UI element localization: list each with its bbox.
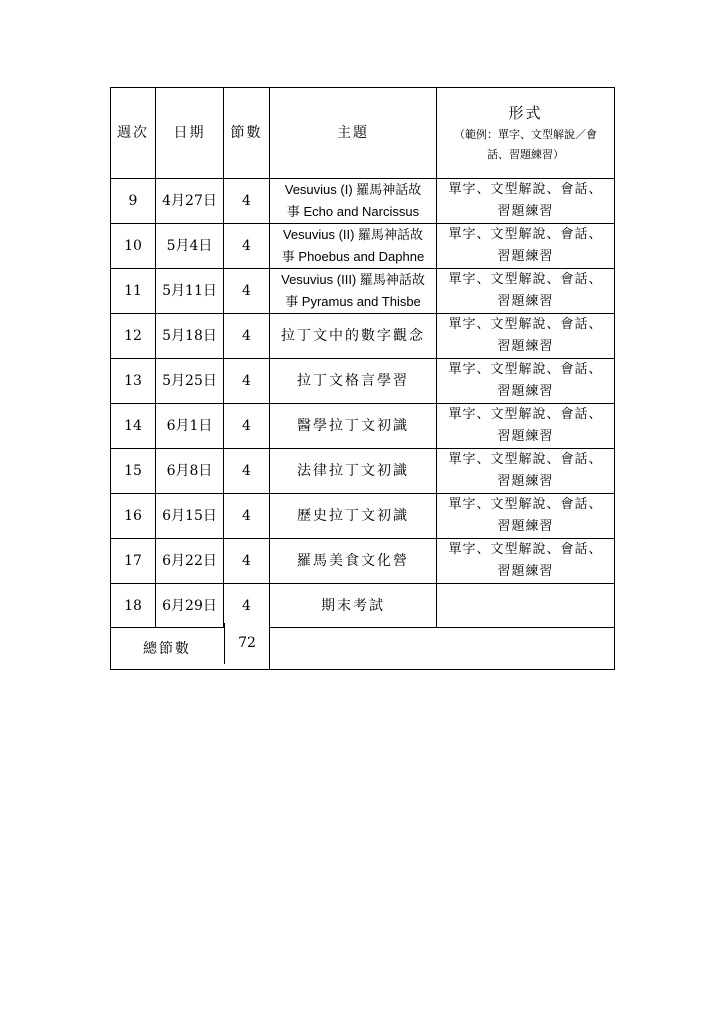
form-line-1: 單字、文型解說、會話、 <box>448 542 603 557</box>
form-cell <box>437 359 615 404</box>
table-row <box>111 224 615 269</box>
date-cell: 6月29日 <box>156 584 224 628</box>
topic-line-1: Vesuvius (I) 羅馬神話故 <box>284 182 422 197</box>
form-cell <box>437 269 615 314</box>
date-cell: 4月27日 <box>156 179 224 224</box>
header-sessions: 節數 <box>224 88 270 179</box>
week-cell: 12 <box>111 314 156 359</box>
total-label: 總節數 <box>143 640 191 657</box>
topic-cell: 拉丁文中的數字觀念 <box>270 314 437 359</box>
week-cell: 16 <box>111 494 156 539</box>
form-line-1: 單字、文型解說、會話、 <box>448 407 603 422</box>
form-line-2: 習題練習 <box>497 204 554 219</box>
header-form-note-1: （範例：單字、文型解說／會 <box>454 127 597 141</box>
date-cell: 5月11日 <box>156 269 224 314</box>
total-row <box>111 628 615 670</box>
form-line-2: 習題練習 <box>497 249 554 264</box>
sessions-cell: 4 <box>224 404 270 449</box>
form-line-2: 習題練習 <box>497 294 554 309</box>
form-line-1: 單字、文型解說、會話、 <box>448 317 603 332</box>
topic-cell: 期末考試 <box>270 584 437 628</box>
week-cell: 17 <box>111 539 156 584</box>
total-value: 72 <box>224 623 270 664</box>
header-form-title: 形式 <box>508 103 543 122</box>
topic-line-2: 事 Echo and Narcissus <box>286 204 420 219</box>
form-cell <box>437 449 615 494</box>
topic-cell: 羅馬美食文化營 <box>270 539 437 584</box>
topic-line-1: Vesuvius (II) 羅馬神話故 <box>282 227 424 242</box>
date-cell: 5月25日 <box>156 359 224 404</box>
form-cell <box>437 314 615 359</box>
form-cell <box>437 404 615 449</box>
form-line-1: 單字、文型解說、會話、 <box>448 497 603 512</box>
week-cell: 15 <box>111 449 156 494</box>
topic-cell <box>270 224 437 269</box>
sessions-cell: 4 <box>224 584 270 628</box>
sessions-cell: 4 <box>224 359 270 404</box>
week-cell: 13 <box>111 359 156 404</box>
table-row <box>111 494 615 539</box>
form-cell <box>437 179 615 224</box>
topic-cell: 法律拉丁文初識 <box>270 449 437 494</box>
header-topic: 主題 <box>270 88 437 179</box>
topic-cell <box>270 269 437 314</box>
schedule-table <box>110 87 615 670</box>
topic-line-1: Vesuvius (III) 羅馬神話故 <box>281 272 425 287</box>
topic-cell: 拉丁文格言學習 <box>270 359 437 404</box>
form-line-1: 單字、文型解說、會話、 <box>448 227 603 242</box>
table-row <box>111 359 615 404</box>
form-line-1: 單字、文型解說、會話、 <box>448 362 603 377</box>
form-cell <box>437 539 615 584</box>
date-cell: 5月18日 <box>156 314 224 359</box>
week-cell: 14 <box>111 404 156 449</box>
table-row <box>111 179 615 224</box>
header-form-note-2: 話、習題練習） <box>487 147 564 161</box>
form-line-2: 習題練習 <box>497 429 554 444</box>
date-cell: 6月8日 <box>156 449 224 494</box>
header-date: 日期 <box>156 88 224 179</box>
sessions-cell: 4 <box>224 224 270 269</box>
sessions-cell: 4 <box>224 539 270 584</box>
date-cell: 6月15日 <box>156 494 224 539</box>
sessions-cell: 4 <box>224 314 270 359</box>
form-line-2: 習題練習 <box>497 564 554 579</box>
form-line-2: 習題練習 <box>497 519 554 534</box>
table-row <box>111 269 615 314</box>
sessions-cell: 4 <box>224 494 270 539</box>
sessions-cell: 4 <box>224 449 270 494</box>
table-row <box>111 404 615 449</box>
form-line-1: 單字、文型解說、會話、 <box>448 452 603 467</box>
header-row <box>111 88 615 179</box>
topic-line-2: 事 Phoebus and Daphne <box>281 249 425 264</box>
form-line-2: 習題練習 <box>497 339 554 354</box>
date-cell: 5月4日 <box>156 224 224 269</box>
total-empty-cell <box>270 628 615 670</box>
week-cell: 10 <box>111 224 156 269</box>
topic-line-2: 事 Pyramus and Thisbe <box>285 294 421 309</box>
form-line-2: 習題練習 <box>497 384 554 399</box>
form-line-1: 單字、文型解說、會話、 <box>448 272 603 287</box>
week-cell: 18 <box>111 584 156 628</box>
form-cell <box>437 224 615 269</box>
table-row <box>111 584 615 628</box>
topic-cell <box>270 179 437 224</box>
header-form <box>437 88 615 179</box>
week-cell: 9 <box>111 179 156 224</box>
topic-cell: 醫學拉丁文初識 <box>270 404 437 449</box>
topic-cell: 歷史拉丁文初識 <box>270 494 437 539</box>
form-line-1: 單字、文型解說、會話、 <box>448 182 603 197</box>
form-cell <box>437 584 615 628</box>
week-cell: 11 <box>111 269 156 314</box>
header-week: 週次 <box>111 88 156 179</box>
form-line-2: 習題練習 <box>497 474 554 489</box>
sessions-cell: 4 <box>224 179 270 224</box>
table-row <box>111 314 615 359</box>
date-cell: 6月22日 <box>156 539 224 584</box>
date-cell: 6月1日 <box>156 404 224 449</box>
table-row <box>111 539 615 584</box>
table-row <box>111 449 615 494</box>
form-cell <box>437 494 615 539</box>
sessions-cell: 4 <box>224 269 270 314</box>
